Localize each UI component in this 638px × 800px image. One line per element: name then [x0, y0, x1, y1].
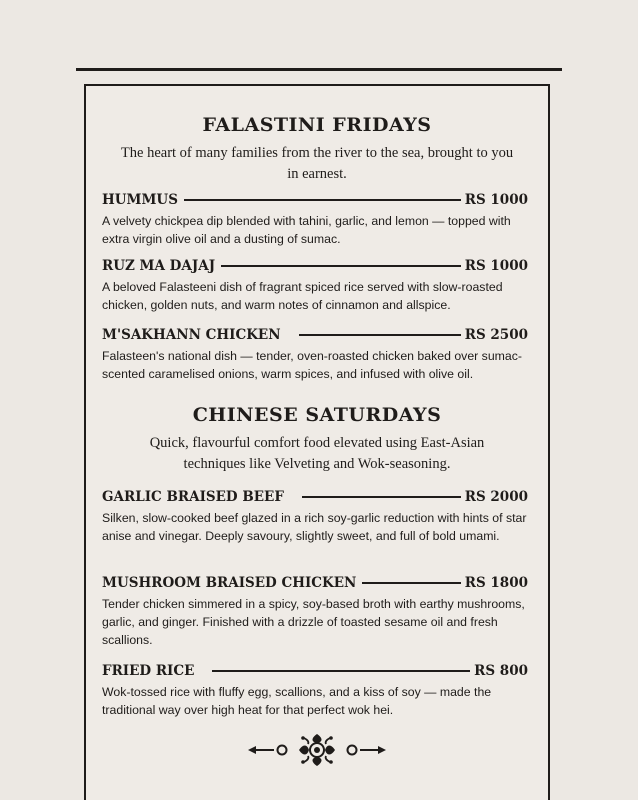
item-description: Tender chicken simmered in a spicy, soy-based broth with earthy mushrooms, garlic, and ginger. Finished with a drizzle of toasted sesame oil and fresh scallions.: [102, 597, 525, 647]
menu-item-msakhann-chicken: [102, 326, 528, 383]
dotted-leader: [362, 582, 460, 584]
item-name: GARLIC BRAISED BEEF: [102, 489, 284, 505]
item-description: A beloved Falasteeni dish of fragrant spiced rice served with slow-roasted chicken, golden nuts, and warm notes of cinnamon and allspice.: [102, 280, 503, 312]
menu-item-fried-rice: [102, 662, 528, 719]
menu-item-ruz-ma-dajaj: [102, 257, 528, 314]
item-description: Silken, slow-cooked beef glazed in a rich soy-garlic reduction with hints of star anise and vinegar. Deeply savoury, slightly sweet, and full of bold umami.: [102, 511, 527, 543]
section-subtitle: The heart of many families from the river to the sea, brought to you in earnest.: [120, 145, 514, 182]
dotted-leader: [212, 670, 470, 672]
item-price: RS 1000: [464, 258, 528, 274]
item-price: RS 1800: [464, 575, 528, 591]
item-name: M'SAKHANN CHICKEN: [102, 327, 281, 343]
section-title: FALASTINI FRIDAYS: [202, 114, 432, 136]
menu-item-garlic-braised-beef: [102, 488, 528, 545]
section-title: CHINESE SATURDAYS: [192, 404, 442, 426]
top-rule: [76, 68, 562, 71]
item-description: Falasteen's national dish — tender, oven-roasted chicken baked over sumac-scented caramelised onions, warm spices, and infused with olive oil.: [102, 349, 522, 381]
item-price: RS 1000: [464, 192, 528, 208]
item-description: A velvety chickpea dip blended with tahini, garlic, and lemon — topped with extra virgin olive oil and a dusting of sumac.: [102, 214, 511, 246]
item-price: RS 2500: [464, 327, 528, 343]
item-description: Wok-tossed rice with fluffy egg, scallions, and a kiss of soy — made the traditional way over high heat for that perfect wok hei.: [102, 685, 492, 717]
item-name: FRIED RICE: [102, 663, 195, 679]
dotted-leader: [302, 496, 461, 498]
filigree-ornament-icon: [86, 730, 548, 770]
dotted-leader: [184, 199, 461, 201]
item-name: HUMMUS: [102, 192, 178, 208]
dotted-leader: [221, 265, 461, 267]
section-falastini-fridays: [86, 114, 548, 185]
item-price: RS 2000: [464, 489, 528, 505]
item-name: MUSHROOM BRAISED CHICKEN: [102, 575, 357, 591]
menu-item-mushroom-braised-chicken: [102, 574, 528, 649]
section-subtitle: Quick, flavourful comfort food elevated using East-Asian techniques like Velveting and Wok-seasoning.: [149, 435, 485, 472]
menu-item-hummus: [102, 191, 528, 248]
item-name: RUZ MA DAJAJ: [102, 258, 216, 274]
dotted-leader: [299, 334, 461, 336]
item-price: RS 800: [474, 663, 528, 679]
menu-frame: [84, 84, 550, 800]
section-chinese-saturdays: [86, 404, 548, 475]
